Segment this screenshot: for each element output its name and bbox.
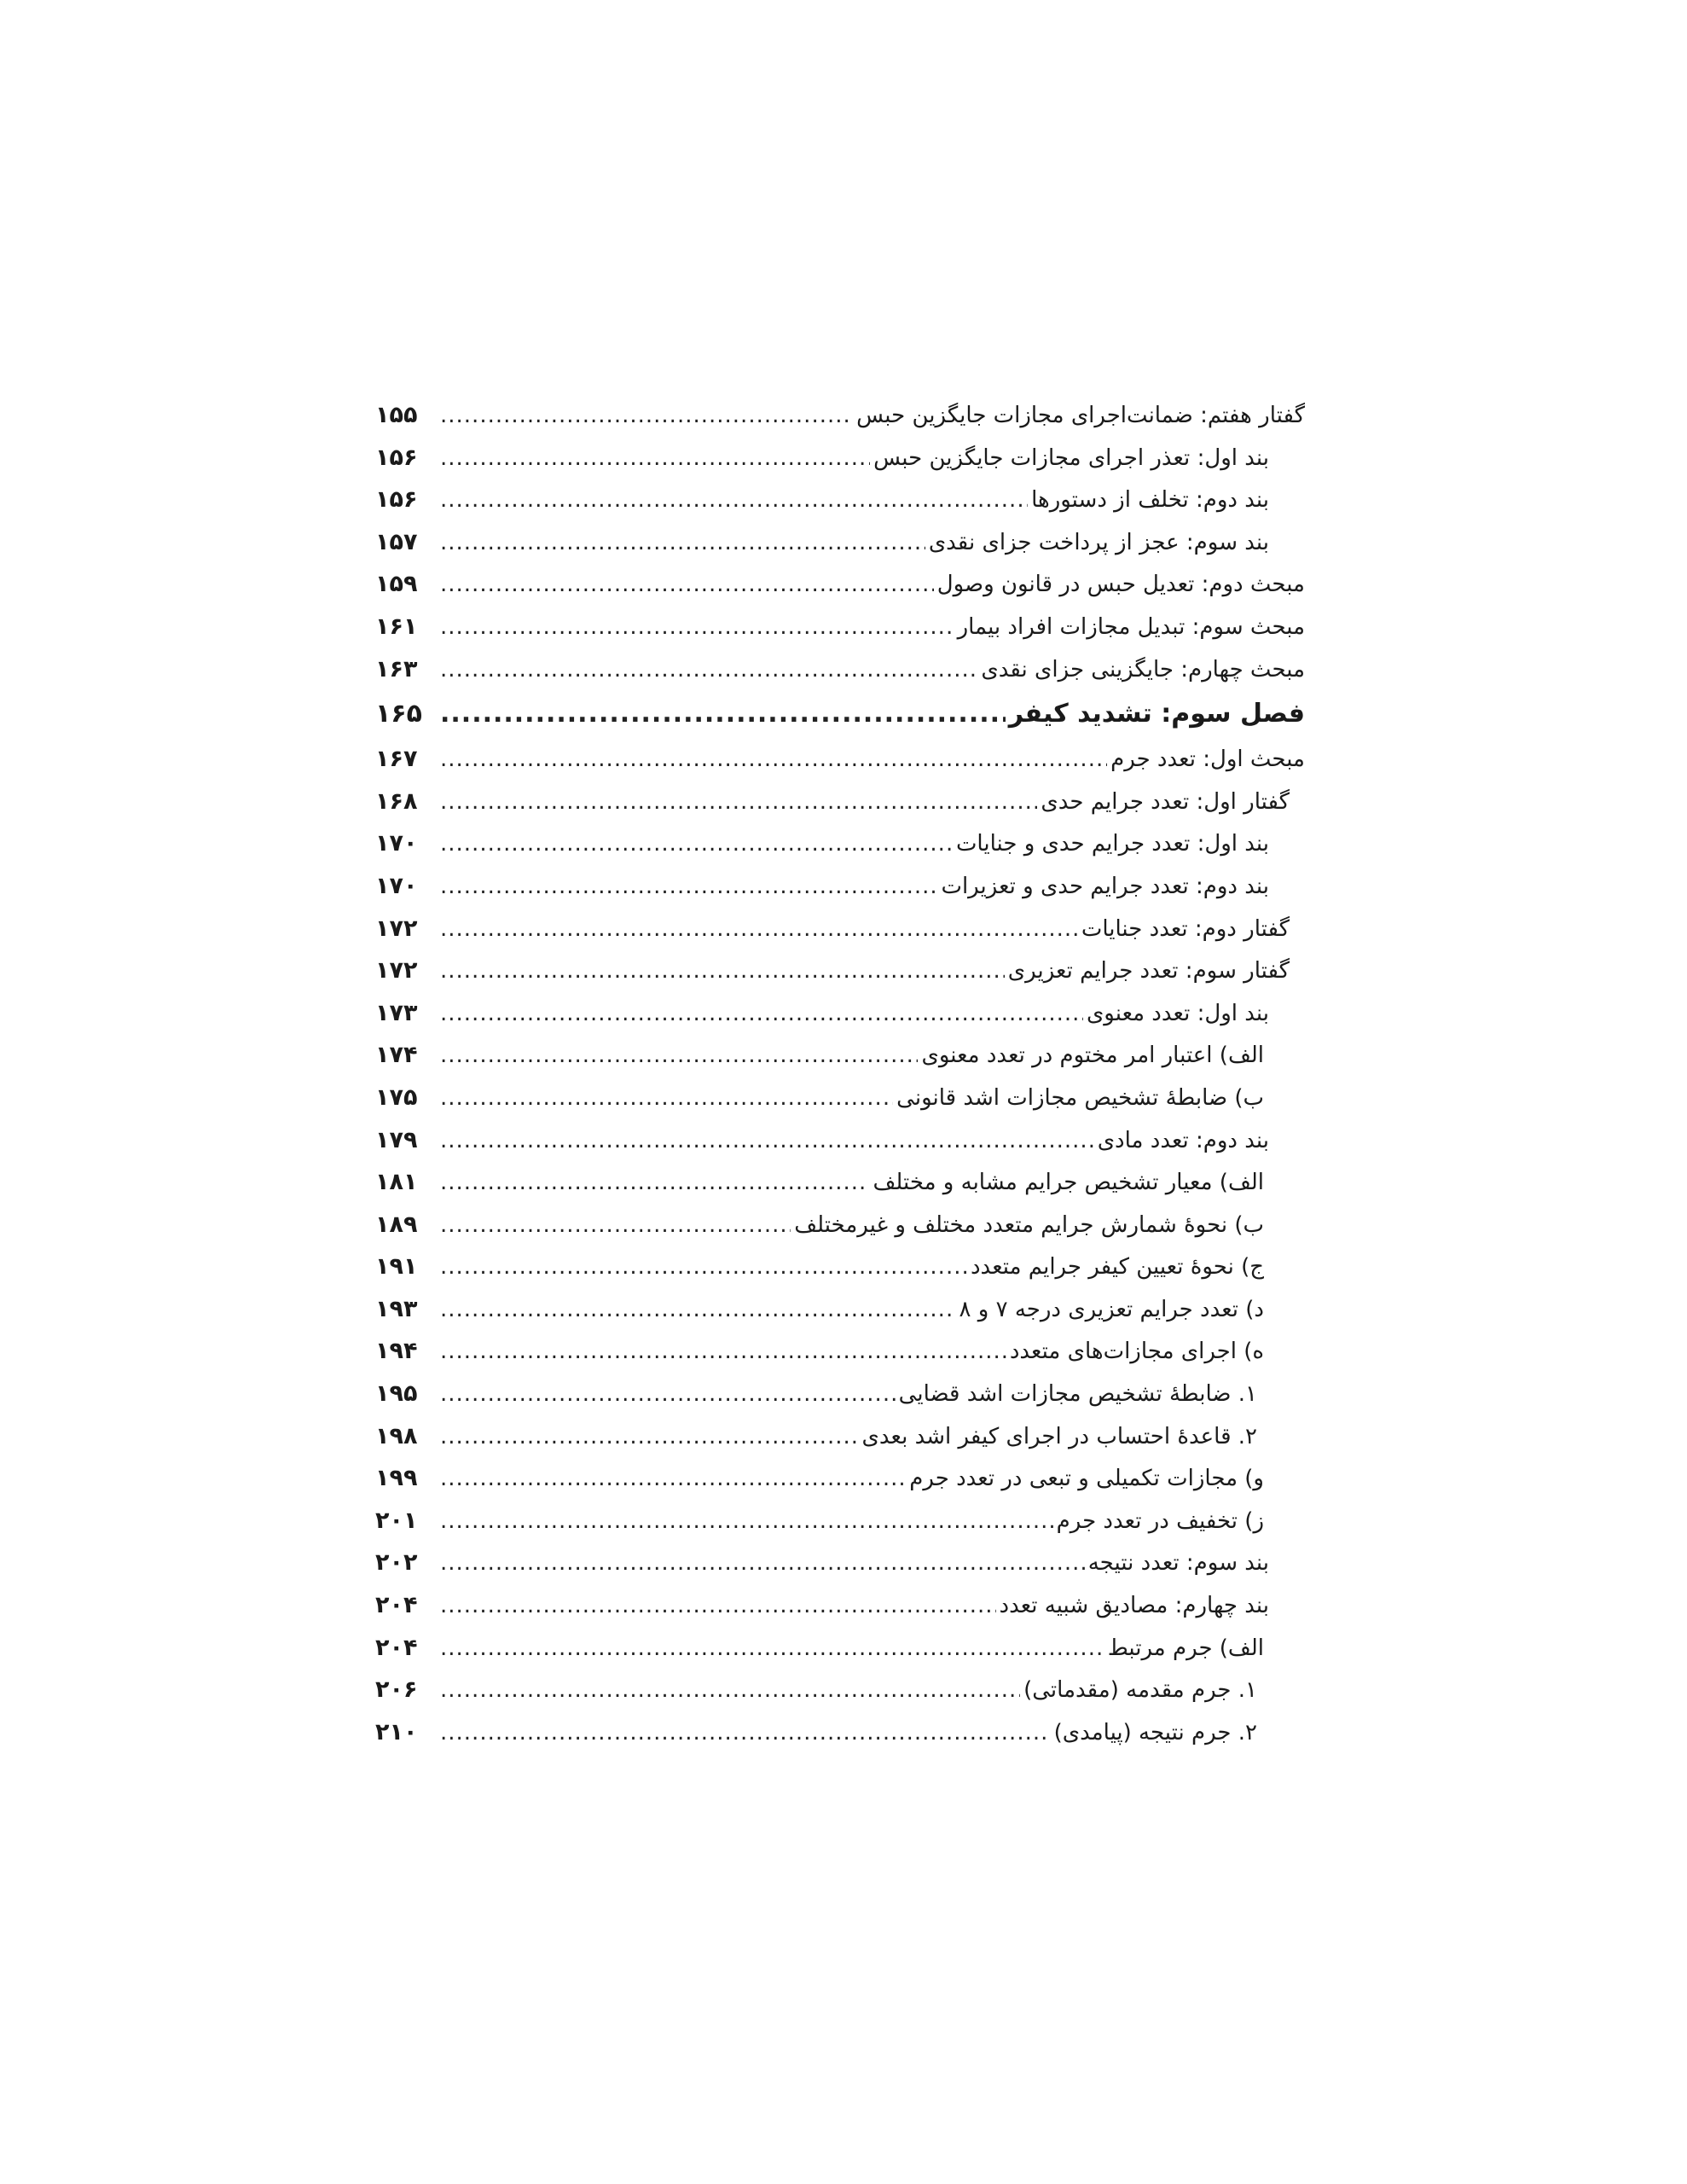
leader-dots — [440, 866, 937, 909]
leader-dots — [440, 1670, 1020, 1712]
leader-dots — [440, 950, 1005, 993]
toc-entry-page: ۱۹۱ — [375, 1253, 418, 1281]
toc-entry-title: گفتار هفتم: ضمانت‌اجرای مجازات جایگزین حبس — [856, 403, 1305, 428]
toc-entry-title: بند دوم: تعدد جرایم حدی و تعزیرات — [941, 873, 1269, 899]
toc-entry-page: ۱۷۴ — [375, 1042, 418, 1069]
toc-entry — [375, 1246, 1305, 1288]
toc-entry-title: بند اول: تعذر اجرای مجازات جایگزین حبس — [873, 444, 1269, 471]
leader-dots — [440, 1374, 896, 1416]
toc-entry-title: بند سوم: عجز از پرداخت جزای نقدی — [928, 529, 1269, 555]
toc-entry-page: ۱۷۳ — [375, 999, 418, 1026]
toc-entry-page: ۲۱۰ — [375, 1718, 418, 1745]
toc-entry-page: ۱۵۷ — [375, 528, 418, 555]
leader-dots — [440, 607, 954, 649]
toc-entry-page: ۱۶۷ — [375, 746, 418, 773]
toc-entry-page: ۱۷۵ — [375, 1083, 418, 1111]
leader-dots — [440, 1458, 906, 1501]
leader-dots — [440, 1585, 996, 1628]
toc-entry — [375, 394, 1305, 437]
toc-entry — [375, 1034, 1305, 1077]
toc-entry — [375, 908, 1305, 950]
toc-entry-title: ۱. ضابطهٔ تشخیص مجازات اشد قضایی — [898, 1381, 1257, 1408]
toc-entry-page: ۱۸۹ — [375, 1211, 418, 1238]
toc-entry — [375, 1373, 1305, 1415]
leader-dots — [440, 479, 1028, 522]
toc-entry — [375, 822, 1305, 865]
leader-dots — [440, 1077, 893, 1120]
toc-entry — [375, 521, 1305, 564]
toc-entry — [375, 1627, 1305, 1670]
leader-dots — [440, 993, 1083, 1036]
toc-entry-title: گفتار اول: تعدد جرایم حدی — [1041, 788, 1290, 815]
toc-entry-page: ۲۰۶ — [375, 1676, 418, 1704]
leader-dots — [440, 1331, 1006, 1374]
toc-entry-page: ۱۵۵ — [375, 402, 418, 428]
toc-entry-title: ز) تخفیف در تعدد جرم — [1056, 1507, 1264, 1534]
toc-entry-page: ۱۹۹ — [375, 1465, 418, 1492]
toc-entry-title: الف) معیار تشخیص جرایم مشابه و مختلف — [872, 1170, 1264, 1196]
toc-entry-page: ۱۶۱ — [375, 613, 418, 640]
leader-dots — [440, 649, 977, 692]
leader-dots — [440, 1416, 859, 1459]
toc-entry-page: ۱۶۵ — [375, 699, 422, 729]
toc-entry — [375, 992, 1305, 1035]
toc-entry-title: ب) ضابطهٔ تشخیص مجازات اشد قانونی — [896, 1084, 1264, 1111]
leader-dots — [440, 1501, 1053, 1543]
toc-entry-title: الف) اعتبار امر مختوم در تعدد معنوی — [921, 1043, 1264, 1069]
leader-dots — [440, 438, 870, 480]
toc-entry-title: ۲. قاعدهٔ احتساب در اجرای کیفر اشد بعدی — [861, 1423, 1257, 1449]
toc-entry-title: بند چهارم: مصادیق شبیه تعدد — [999, 1593, 1269, 1619]
leader-dots — [440, 1205, 791, 1247]
toc-entry-title: بند اول: تعدد جرایم حدی و جنایات — [955, 831, 1269, 857]
leader-dots — [440, 1628, 1104, 1670]
leader-dots — [440, 1035, 918, 1077]
leader-dots — [440, 823, 953, 866]
toc-entry-page: ۱۸۱ — [375, 1169, 418, 1196]
toc-entry-page: ۲۰۱ — [375, 1507, 418, 1534]
toc-entry-page: ۱۷۰ — [375, 872, 418, 899]
toc-entry — [375, 479, 1305, 521]
leader-dots — [440, 909, 1078, 951]
toc-entry-page: ۱۷۲ — [375, 915, 418, 942]
toc-entry-page: ۱۷۰ — [375, 830, 418, 857]
leader-dots — [440, 564, 934, 607]
leader-dots — [440, 1162, 869, 1205]
toc-entry-title: ۱. جرم مقدمه (مقدماتی) — [1023, 1677, 1257, 1704]
toc-entry-page: ۲۰۴ — [375, 1592, 418, 1619]
toc-entry-page: ۱۹۸ — [375, 1422, 418, 1449]
toc-entry-title: بند سوم: تعدد نتیجه — [1087, 1550, 1269, 1577]
toc-entry — [375, 1669, 1305, 1711]
leader-dots — [440, 1120, 1094, 1163]
toc-entry-title: فصل سوم: تشدید کیفر — [1008, 699, 1305, 729]
toc-entry — [375, 1288, 1305, 1331]
leader-dots — [440, 781, 1037, 824]
toc-entry-title: الف) جرم مرتبط — [1107, 1635, 1264, 1661]
toc-entry-title: مبحث چهارم: جایگزینی جزای نقدی — [981, 656, 1305, 682]
toc-entry — [375, 1584, 1305, 1627]
toc-entry — [375, 437, 1305, 479]
toc-entry-title: ه) اجرای مجازات‌های متعدد — [1009, 1339, 1264, 1365]
toc-entry — [375, 781, 1305, 823]
leader-dots — [440, 690, 1006, 738]
toc-entry — [375, 563, 1305, 606]
toc-entry-page: ۱۶۳ — [375, 655, 418, 682]
toc-entry-page: ۱۹۳ — [375, 1295, 418, 1322]
toc-entry — [375, 1077, 1305, 1119]
toc-entry-page: ۱۹۵ — [375, 1380, 418, 1408]
toc-entry-title: د) تعدد جرایم تعزیری درجه ۷ و ۸ — [959, 1296, 1264, 1322]
toc-entry — [375, 865, 1305, 908]
leader-dots — [440, 1712, 1051, 1755]
toc-entry-title: بند اول: تعدد معنوی — [1086, 1000, 1269, 1026]
toc-entry — [375, 1500, 1305, 1542]
toc-entry — [375, 648, 1305, 691]
toc-entry-page: ۱۹۴ — [375, 1338, 418, 1365]
toc-entry — [375, 738, 1305, 781]
toc-entry-title: بند دوم: تخلف از دستورها — [1031, 487, 1269, 514]
toc-entry-page: ۲۰۴ — [375, 1634, 418, 1661]
toc-chapter-entry — [375, 690, 1305, 738]
toc-entry-title: ب) نحوهٔ شمارش جرایم متعدد مختلف و غیرمختلف — [794, 1211, 1264, 1238]
toc-entry — [375, 1542, 1305, 1584]
leader-dots — [440, 1542, 1085, 1585]
leader-dots — [440, 739, 1107, 781]
toc-entry-title: ج) نحوهٔ تعیین کیفر جرایم متعدد — [970, 1254, 1264, 1281]
toc-entry — [375, 1457, 1305, 1500]
leader-dots — [440, 395, 853, 438]
toc-entry — [375, 1161, 1305, 1204]
toc-entry — [375, 1119, 1305, 1162]
toc-entry-page: ۱۷۲ — [375, 957, 418, 985]
toc-entry-title: گفتار سوم: تعدد جرایم تعزیری — [1007, 958, 1290, 985]
toc-entry — [375, 1711, 1305, 1754]
toc-entry-title: بند دوم: تعدد مادی — [1097, 1127, 1269, 1153]
toc-entry-title: مبحث اول: تعدد جرم — [1110, 746, 1305, 773]
leader-dots — [440, 522, 925, 565]
toc-entry-page: ۲۰۲ — [375, 1549, 418, 1577]
toc-entry-page: ۱۷۹ — [375, 1126, 418, 1153]
leader-dots — [440, 1289, 956, 1332]
toc-entry — [375, 1330, 1305, 1373]
toc-entry — [375, 950, 1305, 992]
toc-entry-page: ۱۵۶ — [375, 444, 418, 471]
table-of-contents — [375, 394, 1305, 1753]
toc-entry-page: ۱۵۶ — [375, 486, 418, 514]
toc-entry-title: مبحث سوم: تبدیل مجازات افراد بیمار — [957, 613, 1305, 640]
toc-entry-title: ۲. جرم نتیجه (پیامدی) — [1053, 1719, 1257, 1745]
toc-entry — [375, 606, 1305, 648]
toc-entry-title: مبحث دوم: تعدیل حبس در قانون وصول — [936, 572, 1305, 598]
leader-dots — [440, 1246, 967, 1289]
toc-entry — [375, 1415, 1305, 1458]
toc-entry-page: ۱۶۸ — [375, 787, 418, 815]
toc-entry-page: ۱۵۹ — [375, 571, 418, 598]
toc-entry-title: و) مجازات تکمیلی و تبعی در تعدد جرم — [909, 1466, 1264, 1492]
toc-entry — [375, 1204, 1305, 1246]
toc-entry-title: گفتار دوم: تعدد جنایات — [1081, 915, 1290, 942]
